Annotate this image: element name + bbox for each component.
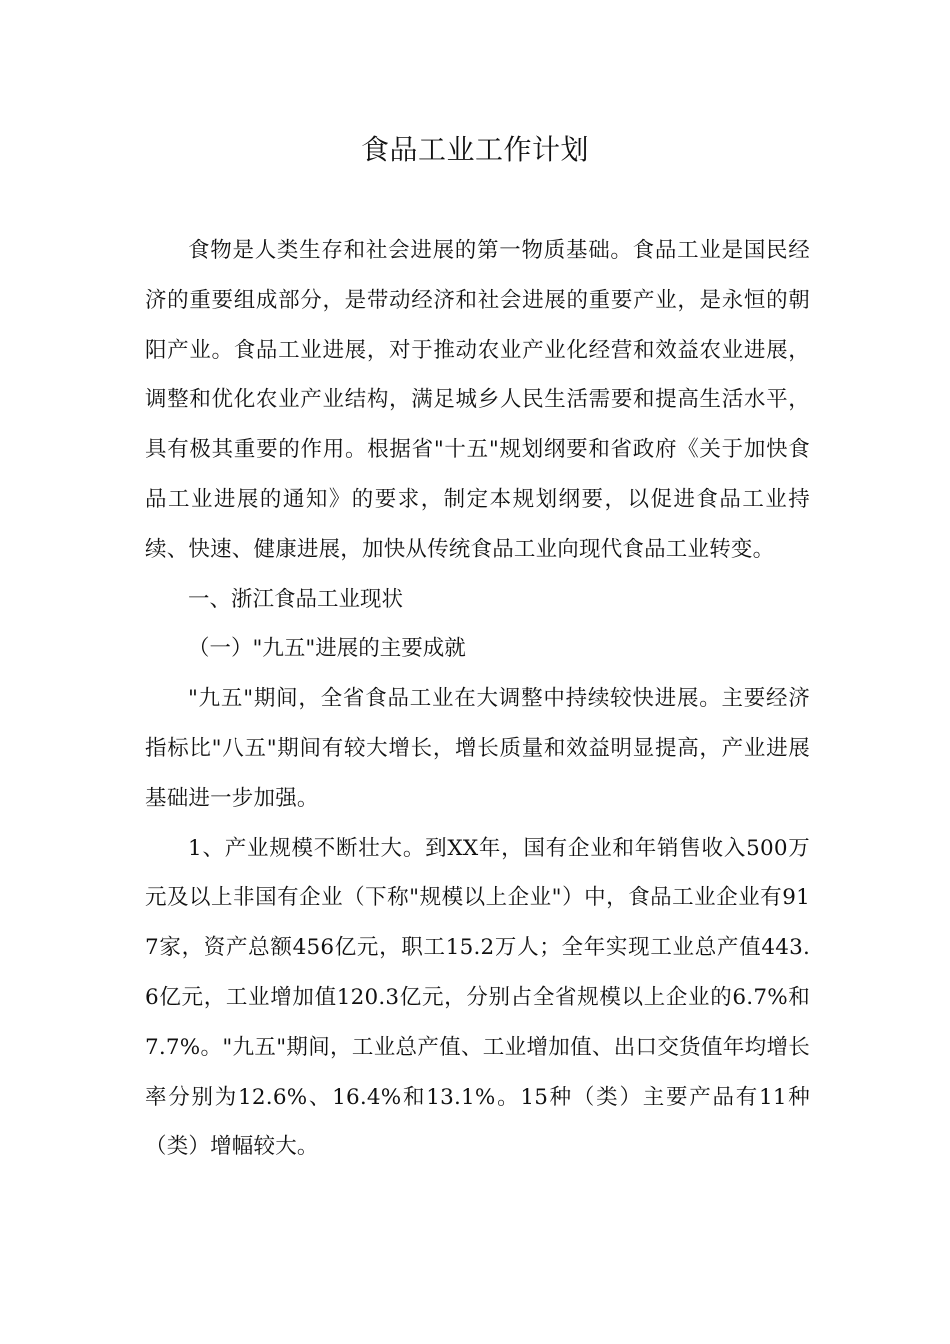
intro-paragraph: 食物是人类生存和社会进展的第一物质基础。食品工业是国民经济的重要组成部分，是带动经济和社会进展的重要产业，是永恒的朝阳产业。食品工业进展，对于推动农业产业化经营和效益农业进展，调整和优化农业产业结构，满足城乡人民生活需要和提高生活水平，具有极其重要的作用。根据省"十五"规划纲要和省政府《关于加快食品工业进展的通知》的要求，制定本规划纲要，以促进食品工业持续、快速、健康进展，加快从传统食品工业向现代食品工业转变。 — [145, 238, 810, 562]
achievement-paragraph: "九五"期间，全省食品工业在大调整中持续较快进展。主要经济指标比"八五"期间有较大增长，增长质量和效益明显提高，产业进展基础进一步加强。 — [145, 686, 810, 811]
subsection-heading-1: （一）"九五"进展的主要成就 — [188, 636, 466, 662]
document-body — [145, 226, 810, 1172]
section-heading-1: 一、浙江食品工业现状 — [188, 586, 404, 612]
industry-scale-paragraph: 1、产业规模不断壮大。到XX年，国有企业和年销售收入500万元及以上非国有企业（下称"规模以上企业"）中，食品工业企业有917家，资产总额456亿元，职工15.2万人；全年实现工业总产值443.6亿元，工业增加值120.3亿元，分别占全省规模以上企业的6.7%和7.7%。"九五"期间，工业总产值、工业增加值、出口交货值年均增长率分别为12.6%、16.4%和13.1%。15种（类）主要产品有11种（类）增幅较大。 — [145, 835, 810, 1160]
document-title: 食品工业工作计划 — [360, 133, 589, 166]
